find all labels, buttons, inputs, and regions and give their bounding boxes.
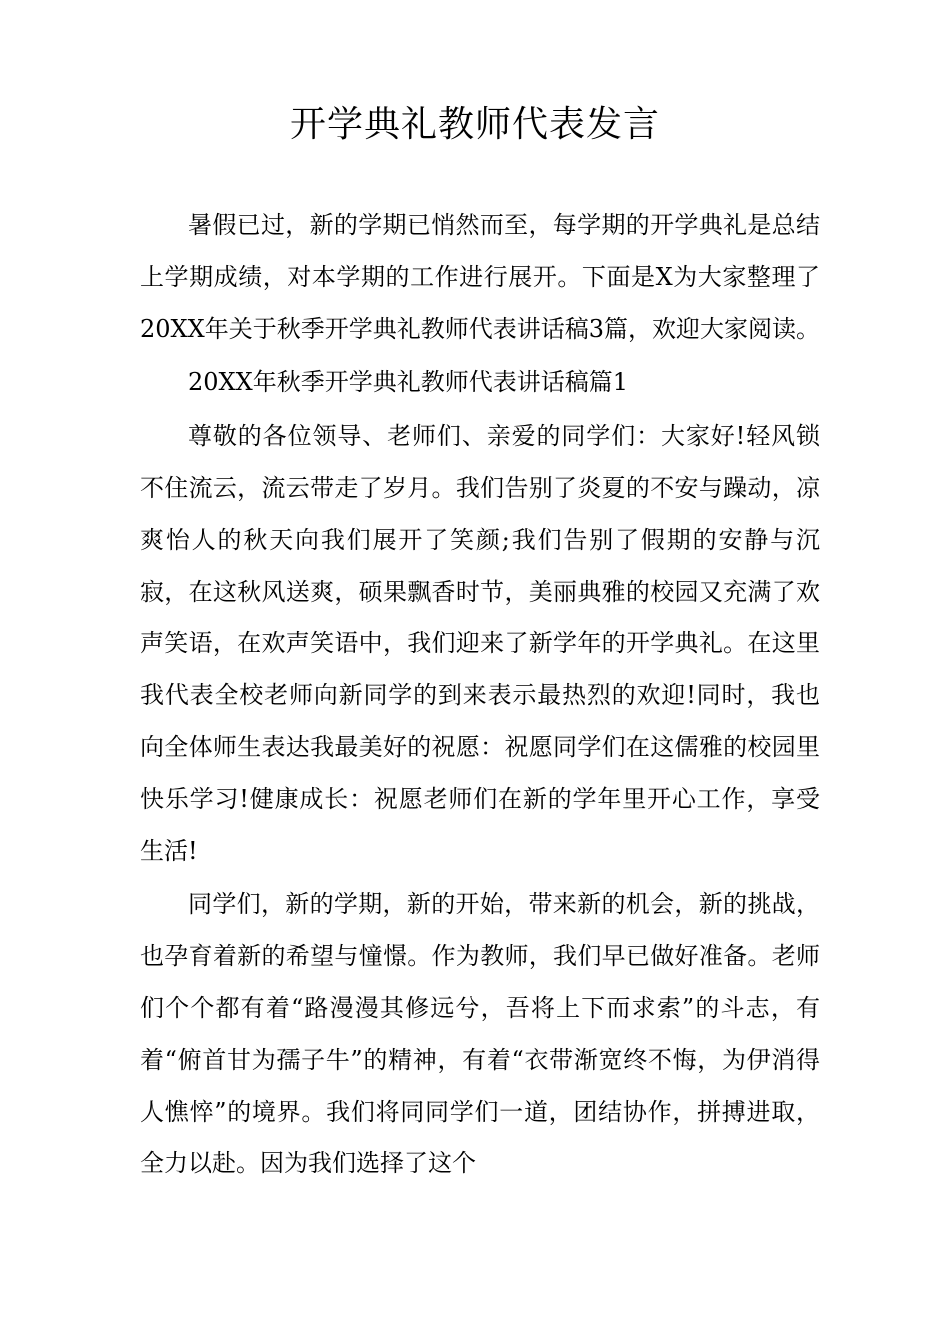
document-title: 开学典礼教师代表发言 (289, 104, 660, 145)
paragraph-greeting: 尊敬的各位领导、老师们、亲爱的同学们：大家好!轻风锁不住流云，流云带走了岁月。我们告别了炎夏的不安与躁动，凉爽怡人的秋天向我们展开了笑颜;我们告别了假期的安静与沉寂，在这秋风送爽，硕果飘香时节，美丽典雅的校园又充满了欢声笑语，在欢声笑语中，我们迎来了新学年的开学典礼。在这里我代表全校老师向新同学的到来表示最热烈的欢迎!同时，我也向全体师生表达我最美好的祝愿：祝愿同学们在这儒雅的校园里快乐学习!健康成长：祝愿老师们在新的学年里开心工作，享受生活! (140, 422, 820, 865)
paragraph-students: 同学们，新的学期，新的开始，带来新的机会，新的挑战，也孕育着新的希望与憧憬。作为教师，我们早已做好准备。老师们个个都有着“路漫漫其修远兮，吾将上下而求索”的斗志，有着“俯首甘为孺子牛”的精神，有着“衣带渐宽终不悔，为伊消得人憔悴”的境界。我们将同同学们一道，团结协作，拼搏进取，全力以赴。因为我们选择了这个 (140, 890, 820, 1178)
paragraph-intro: 暑假已过，新的学期已悄然而至，每学期的开学典礼是总结上学期成绩，对本学期的工作进行展开。下面是X为大家整理了20XX年关于秋季开学典礼教师代表讲话稿3篇，欢迎大家阅读。 (140, 211, 820, 343)
paragraph-section-heading: 20XX年秋季开学典礼教师代表讲话稿篇1 (188, 368, 628, 397)
document-body (140, 200, 820, 1192)
